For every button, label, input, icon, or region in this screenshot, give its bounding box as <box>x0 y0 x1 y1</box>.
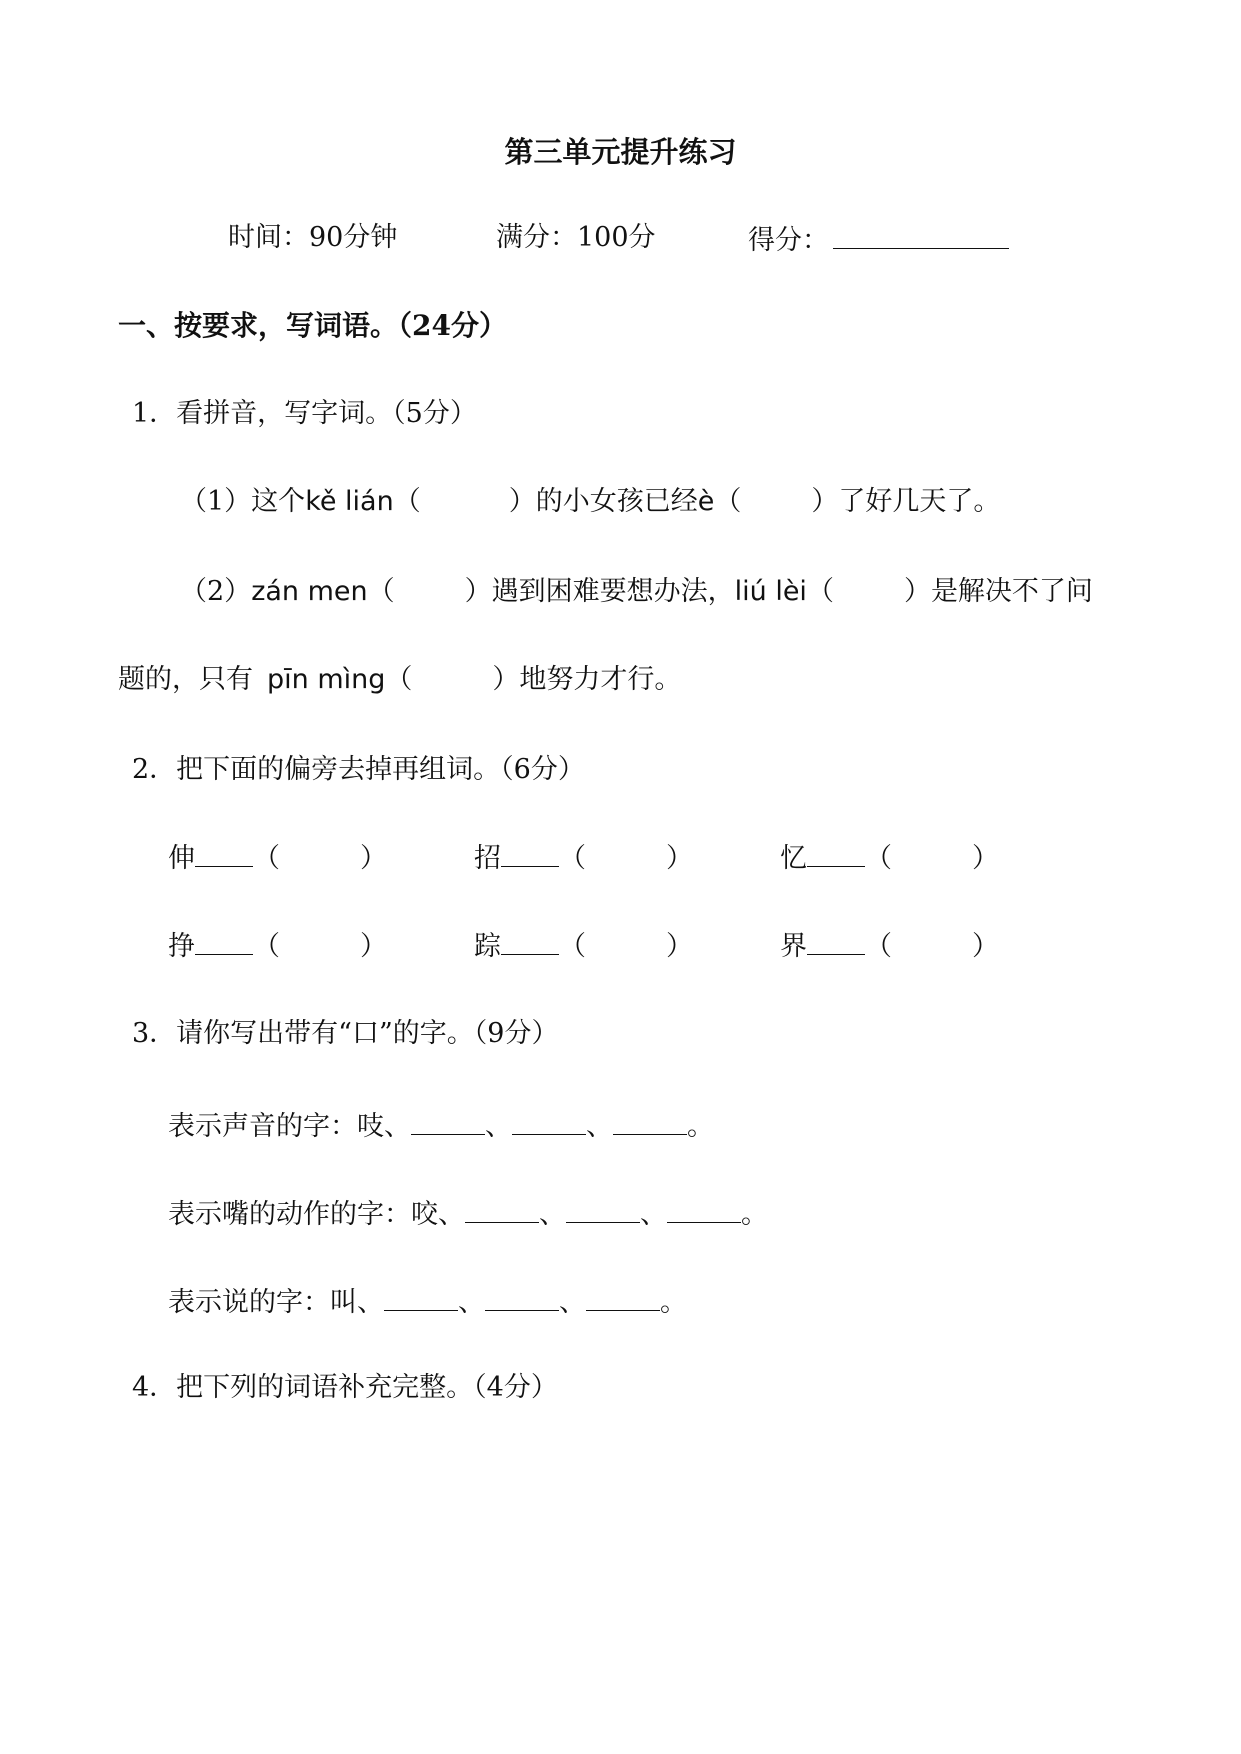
section-heading: 一、按要求，写词语。（24分） <box>118 309 507 342</box>
q3-row-sound: 表示声音的字：吱、 、 、 。 <box>168 1108 714 1145</box>
score-label: 得分： <box>748 225 829 256</box>
answer-blank[interactable] <box>195 928 253 955</box>
pinyin: è <box>697 486 715 517</box>
answer-blank[interactable] <box>501 840 559 867</box>
answer-blank[interactable] <box>807 928 865 955</box>
answer-blank[interactable] <box>485 1284 559 1311</box>
answer-blank[interactable] <box>512 1108 586 1135</box>
radical-item: 招 （ ） <box>474 840 693 877</box>
radical-item: 界 （ ） <box>780 928 999 965</box>
score-blank[interactable] <box>833 220 1009 249</box>
radical-item: 踪 （ ） <box>474 928 693 965</box>
question-2-heading: 2．把下面的偏旁去掉再组词。（6分） <box>132 754 585 785</box>
radical-item: 忆 （ ） <box>780 840 999 877</box>
page-title: 第三单元提升练习 <box>504 135 737 169</box>
pinyin: kě lián <box>305 486 394 517</box>
answer-blank[interactable] <box>613 1108 687 1135</box>
full-score-info: 满分：100分 <box>496 222 656 253</box>
answer-blank[interactable] <box>566 1196 640 1223</box>
radical-item: 挣 （ ） <box>168 928 387 965</box>
answer-blank[interactable] <box>501 928 559 955</box>
q3-row-speak: 表示说的字：叫、 、 、 。 <box>168 1284 687 1321</box>
answer-blank[interactable] <box>586 1284 660 1311</box>
pinyin: zán men <box>251 576 368 607</box>
q1-line-2: （2）zán men（ ）遇到困难要想办法，liú lèi（ ）是解决不了问 <box>180 576 1093 607</box>
score-field[interactable] <box>748 220 1009 259</box>
q1-line-1: （1）这个kě lián（ ）的小女孩已经è（ ）了好几天了。 <box>180 486 1001 517</box>
answer-blank[interactable] <box>807 840 865 867</box>
question-1-heading: 1．看拼音，写字词。（5分） <box>132 398 477 429</box>
pinyin: liú lèi <box>734 576 807 607</box>
radical-item: 伸 （ ） <box>168 840 387 877</box>
time-info: 时间：90分钟 <box>228 222 398 253</box>
q3-row-mouth: 表示嘴的动作的字：咬、 、 、 。 <box>168 1196 768 1233</box>
pinyin: pīn mìng <box>267 664 386 695</box>
answer-blank[interactable] <box>411 1108 485 1135</box>
question-3-heading: 3．请你写出带有“口”的字。（9分） <box>132 1018 559 1049</box>
answer-blank[interactable] <box>465 1196 539 1223</box>
answer-blank[interactable] <box>195 840 253 867</box>
question-4-heading: 4．把下列的词语补充完整。（4分） <box>132 1372 558 1403</box>
answer-blank[interactable] <box>667 1196 741 1223</box>
q1-line-3: 题的，只有 pīn mìng（ ）地努力才行。 <box>118 664 682 695</box>
answer-blank[interactable] <box>384 1284 458 1311</box>
